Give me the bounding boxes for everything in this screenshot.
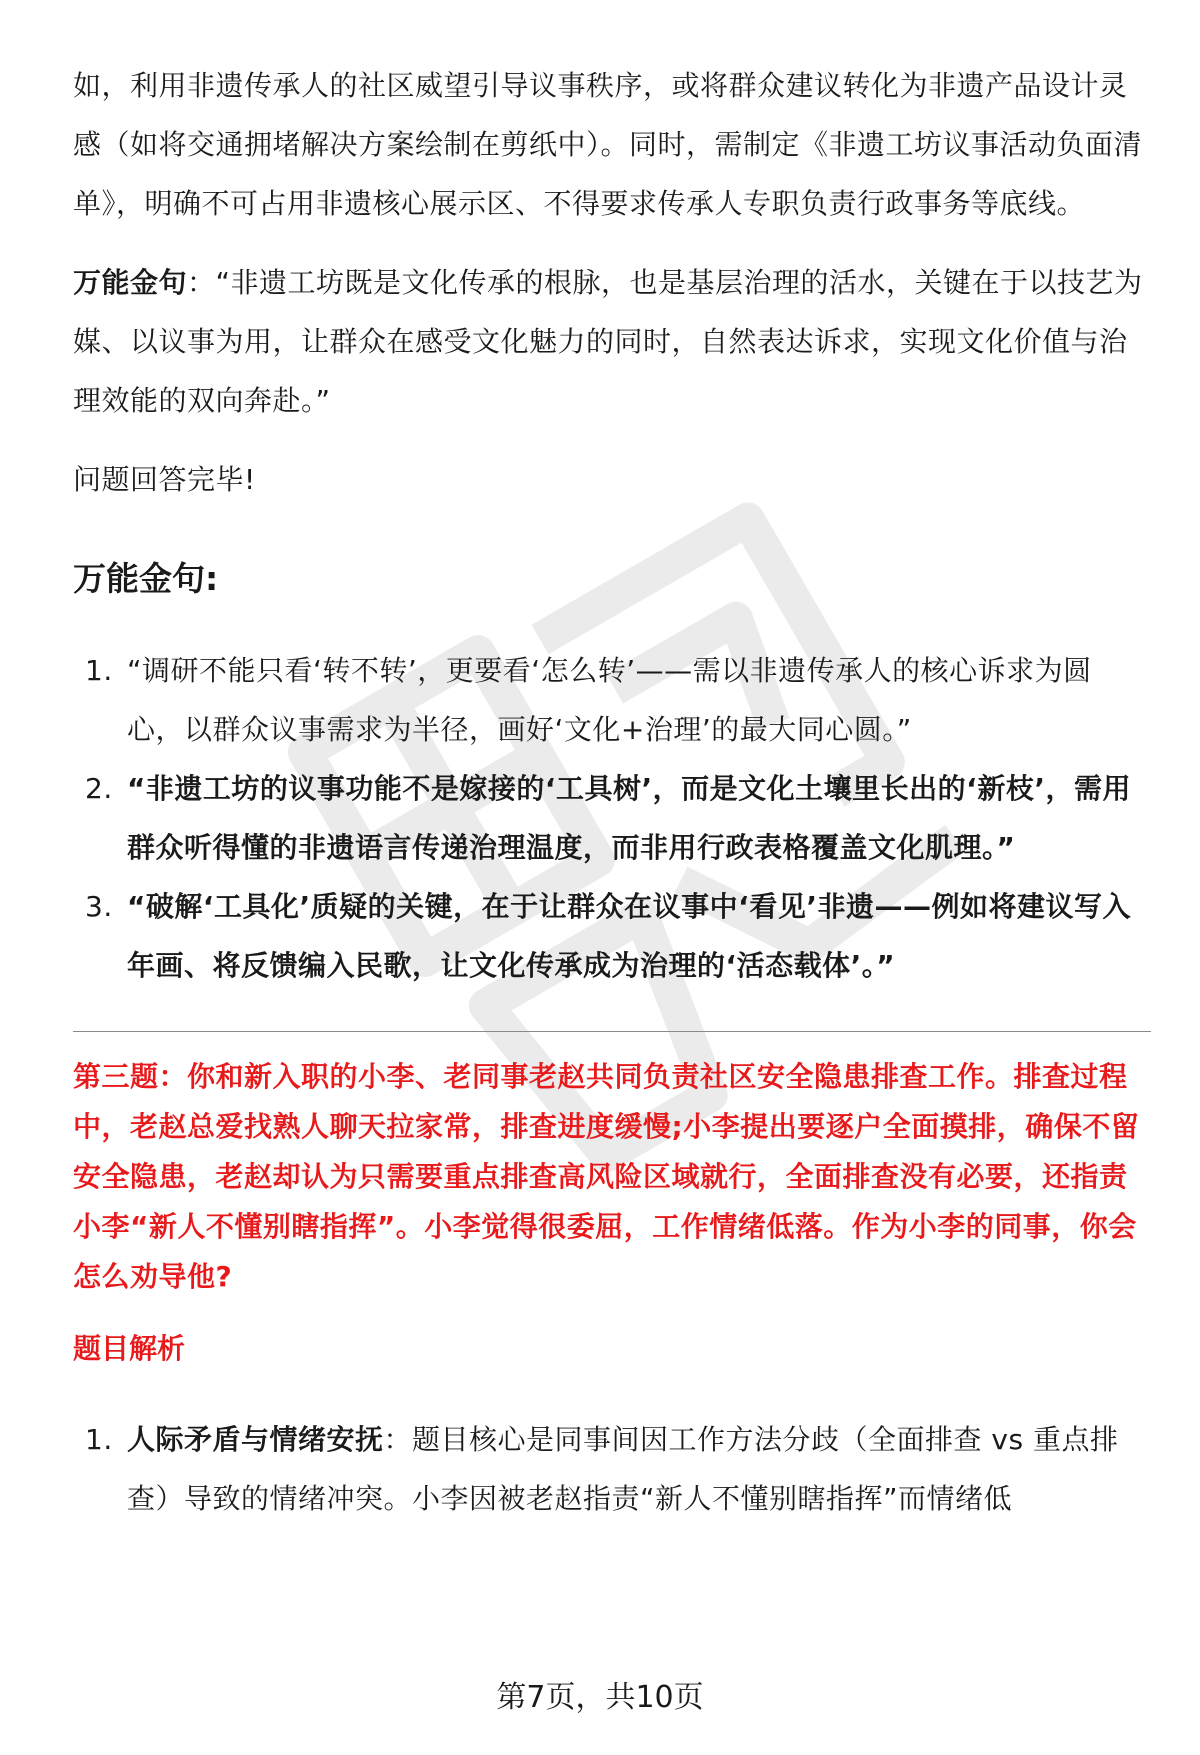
list-item <box>73 1410 1148 1528</box>
golden-sentence-label: 万能金句 <box>73 266 188 299</box>
analysis-item-colon: ： <box>383 1423 413 1456</box>
list-item <box>73 877 1148 995</box>
list-item-number: 2. <box>85 772 113 805</box>
list-item-number: 1. <box>85 1423 113 1456</box>
horizontal-divider <box>73 1031 1151 1032</box>
analysis-title: 题目解析 <box>73 1332 186 1365</box>
list-item-text: “非遗工坊的议事功能不是嫁接的‘工具树’，而是文化土壤里长出的‘新枝’，需用群众听得懂的非遗语言传递治理温度，而非用行政表格覆盖文化肌理。” <box>127 772 1131 864</box>
document-content <box>73 56 1148 1528</box>
golden-sentence-list <box>73 641 1148 995</box>
paragraph-answer-done: 问题回答完毕! <box>73 463 256 496</box>
section-heading-golden-sentences: 万能金句: <box>73 559 219 598</box>
list-item <box>73 641 1148 759</box>
list-item-text: “调研不能只看‘转不转’，更要看‘怎么转’——需以非遗传承人的核心诉求为圆心，以群众议事需求为半径，画好‘文化+治理’的最大同心圆。” <box>127 654 1092 746</box>
golden-sentence-text: “非遗工坊既是文化传承的根脉，也是基层治理的活水，关键在于以技艺为媒、以议事为用，让群众在感受文化魅力的同时，自然表达诉求，实现文化价值与治理效能的双向奔赴。” <box>73 266 1143 417</box>
list-item-number: 1. <box>85 654 113 687</box>
list-item-text: 题目核心是同事间因工作方法分歧（全面排查 vs 重点排查）导致的情绪冲突。小李因被老赵指责“新人不懂别瞎指挥”而情绪低 <box>127 1423 1119 1515</box>
list-item-text: “破解‘工具化’质疑的关键，在于让群众在议事中‘看见’非遗——例如将建议写入年画、将反馈编入民歌，让文化传承成为治理的‘活态载体’。” <box>127 890 1131 982</box>
question-three: 第三题：你和新入职的小李、老同事老赵共同负责社区安全隐患排查工作。排查过程中，老赵总爱找熟人聊天拉家常，排查进度缓慢;小李提出要逐户全面摸排，确保不留安全隐患，老赵却认为只需要重点排查高风险区域就行，全面排查没有必要，还指责小李“新人不懂别瞎指挥”。小李觉得很委屈，工作情绪低落。作为小李的同事，你会怎么劝导他? <box>73 1060 1140 1293</box>
list-item <box>73 759 1148 877</box>
page-number-footer: 第7页，共10页 <box>496 1680 704 1715</box>
golden-sentence-colon: ： <box>187 266 216 299</box>
analysis-item-label: 人际矛盾与情绪安抚 <box>127 1423 384 1456</box>
paragraph-golden-sentence <box>73 253 1148 430</box>
list-item-number: 3. <box>85 890 113 923</box>
analysis-list <box>73 1410 1148 1528</box>
paragraph-continuation: 如，利用非遗传承人的社区威望引导议事秩序，或将群众建议转化为非遗产品设计灵感（如将交通拥堵解决方案绘制在剪纸中）。同时，需制定《非遗工坊议事活动负面清单》，明确不可占用非遗核心展示区、不得要求传承人专职负责行政事务等底线。 <box>73 69 1143 220</box>
